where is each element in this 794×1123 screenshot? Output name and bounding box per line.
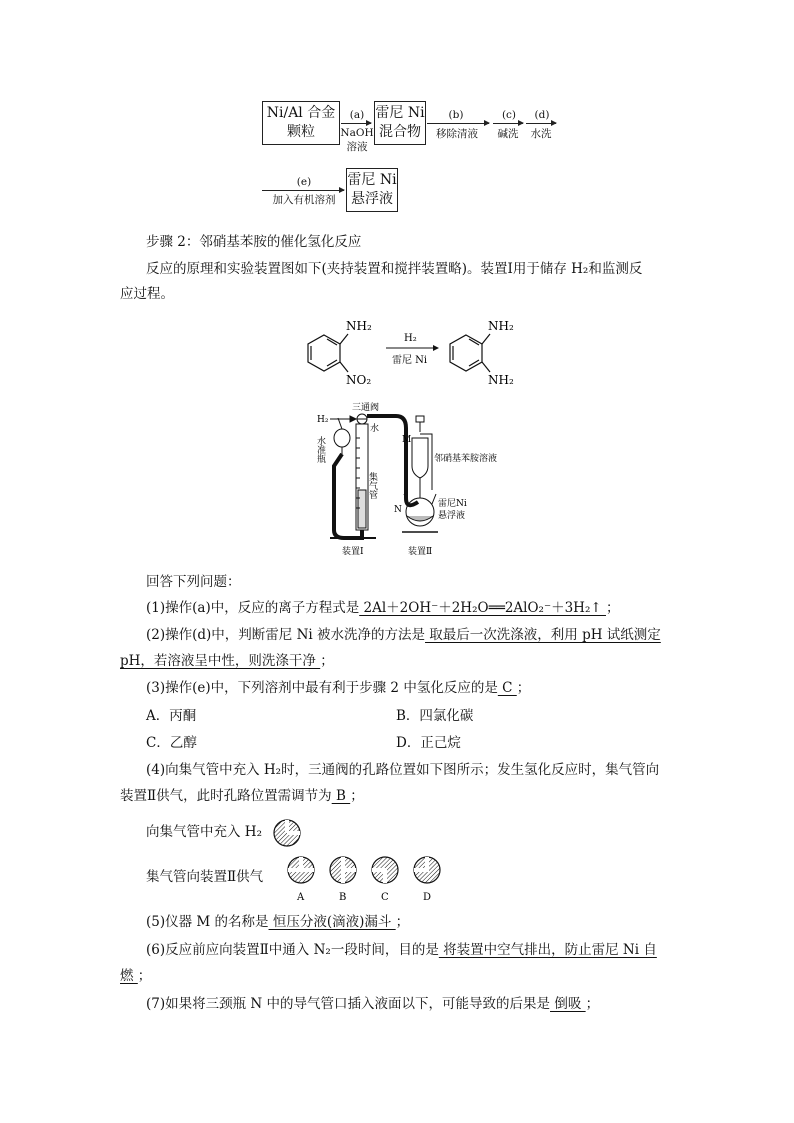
question-5: [146, 912, 409, 932]
q6-suffix: ；: [137, 968, 152, 984]
fill-h2-label: 向集气管中充入 H₂: [146, 824, 262, 840]
box-ni-al-line1: Ni/Al 合金: [266, 105, 336, 121]
label-device-1: 装置Ⅰ: [342, 547, 364, 557]
question-1: [146, 598, 619, 618]
q2-answer-2: pH，若溶液呈中性，则洗涤干净: [120, 653, 321, 669]
q4-suffix: ；: [350, 788, 364, 804]
valve-d-icon: [414, 857, 440, 883]
reactant-benzene-ring: [308, 334, 348, 372]
label-solution: 邻硝基苯胺溶液: [434, 454, 498, 464]
question-2: [146, 625, 661, 645]
questions-intro: 回答下列问题：: [146, 574, 241, 590]
q5-prefix: (5)仪器 M 的名称是: [146, 914, 269, 930]
intro-line-2: 应过程。: [120, 286, 174, 302]
q6-answer-2: 燃: [120, 968, 138, 984]
valve-b-icon: [330, 857, 356, 883]
q1-suffix: ；: [605, 600, 620, 616]
label-three-way-valve: 三通阀: [352, 403, 380, 413]
q4-answer: B: [331, 788, 351, 804]
apparatus-diagram: [310, 398, 510, 558]
q3-answer: C: [497, 680, 517, 696]
q1-prefix: (1)操作(a)中，反应的离子方程式是: [146, 600, 360, 616]
q5-suffix: ；: [395, 914, 410, 930]
question-2-cont: [120, 651, 334, 671]
question-3: [146, 678, 530, 698]
valve-b-label: B: [339, 892, 347, 903]
option-d: D．正己烷: [396, 735, 461, 751]
q7-answer: 倒吸: [550, 996, 586, 1012]
q4-prefix: 装置Ⅱ供气，此时孔路位置需调节为: [120, 788, 332, 804]
box-raney-ni-suspension: [346, 168, 398, 212]
arrow-d-label: (d): [534, 109, 550, 121]
q5-answer: 恒压分液(滴液)漏斗: [268, 914, 396, 930]
valve-options: [286, 852, 456, 904]
label-h2: H₂: [317, 415, 329, 425]
label-suspension-1: 雷尼Ni: [438, 499, 467, 509]
box-mixture-line1: 雷尼 Ni: [375, 105, 425, 121]
arrow-b: [427, 123, 489, 124]
arrow-e-op: 加入有机溶剂: [272, 194, 336, 206]
option-c: C．乙醇: [146, 735, 197, 751]
q2-answer-1: 取最后一次洗涤液，利用 pH 试纸测定: [425, 627, 661, 643]
q1-answer: 2Al＋2OH⁻＋2H₂O══2AlO₂⁻＋3H₂↑: [359, 600, 606, 616]
box-mixture-line2: 混合物: [379, 124, 421, 140]
box-suspension-line1: 雷尼 Ni: [347, 172, 397, 188]
arrow-e: [262, 190, 344, 191]
valve-a-icon: [288, 857, 314, 883]
arrow-a-label: (a): [349, 109, 365, 121]
q3-prefix: (3)操作(e)中，下列溶剂中最有利于步骤 2 中氢化反应的是: [146, 680, 498, 696]
question-6-cont: [120, 966, 151, 986]
arrow-d: [526, 123, 556, 124]
arrow-e-label: (e): [296, 176, 312, 188]
q7-prefix: (7)如果将三颈瓶 N 中的导气管口插入液面以下，可能导致的后果是: [146, 996, 551, 1012]
question-6: [146, 940, 657, 960]
arrow-a-reagent-1: NaOH: [340, 127, 374, 139]
question-4-line-2: [120, 786, 364, 806]
q2-suffix: ；: [320, 653, 334, 669]
reagent-h2: H₂: [404, 333, 417, 344]
valve-c-icon: [372, 857, 398, 883]
box-ni-al-alloy: [262, 101, 340, 145]
q6-answer-1: 将装置中空气排出，防止雷尼 Ni 自: [438, 942, 657, 958]
box-raney-ni-mixture: [374, 101, 426, 145]
label-gas-tube: 集气管: [367, 472, 377, 499]
product-nh2-bottom: NH₂: [488, 373, 514, 387]
label-water: 水: [370, 424, 380, 434]
option-a: A．丙酮: [146, 708, 197, 724]
q7-suffix: ；: [585, 996, 600, 1012]
arrow-b-label: (b): [448, 109, 464, 121]
valve-c-label: C: [381, 892, 389, 903]
valve-current-icon: [272, 818, 302, 848]
q3-suffix: ；: [516, 680, 531, 696]
reactant-no2: NO₂: [346, 373, 372, 387]
product-nh2-top: NH₂: [488, 319, 514, 333]
arrow-d-op: 水洗: [530, 128, 552, 140]
supply-label: 集气管向装置Ⅱ供气: [146, 869, 264, 885]
q6-prefix: (6)反应前应向装置Ⅱ中通入 N₂一段时间，目的是: [146, 942, 439, 958]
q2-prefix: (2)操作(d)中，判断雷尼 Ni 被水洗净的方法是: [146, 627, 426, 643]
product-benzene-ring: [450, 334, 490, 372]
arrow-c-op: 碱洗: [497, 128, 519, 140]
box-suspension-line2: 悬浮液: [351, 191, 393, 207]
box-ni-al-line2: 颗粒: [287, 124, 315, 140]
arrow-b-op: 移除清液: [436, 128, 478, 140]
valve-d-label: D: [423, 892, 432, 903]
reactant-nh2: NH₂: [346, 319, 372, 333]
option-b: B．四氯化碳: [396, 708, 474, 724]
arrow-c-label: (c): [501, 109, 517, 121]
label-n: N: [394, 505, 402, 515]
question-4-line-1: (4)向集气管中充入 H₂时，三通阀的孔路位置如下图所示；发生氢化反应时，集气管向: [146, 762, 660, 778]
reaction-scheme: [300, 313, 540, 389]
step2-title: 步骤 2：邻硝基苯胺的催化氢化反应: [146, 234, 362, 250]
label-device-2: 装置Ⅱ: [408, 547, 433, 557]
reagent-raney-ni: 雷尼 Ni: [392, 355, 428, 366]
arrow-c: [493, 123, 523, 124]
valve-a-label: A: [297, 892, 305, 903]
label-suspension-2: 悬浮液: [438, 511, 466, 521]
arrow-a-reagent-2: 溶液: [346, 141, 368, 153]
intro-line-1: 反应的原理和实验装置图如下(夹持装置和搅拌装置略)。装置Ⅰ用于储存 H₂和监测反: [146, 261, 643, 277]
arrow-a: [341, 123, 371, 124]
label-m: M: [402, 435, 412, 445]
label-leveling-bottle: 水准瓶: [315, 436, 325, 463]
question-7: [146, 994, 599, 1014]
